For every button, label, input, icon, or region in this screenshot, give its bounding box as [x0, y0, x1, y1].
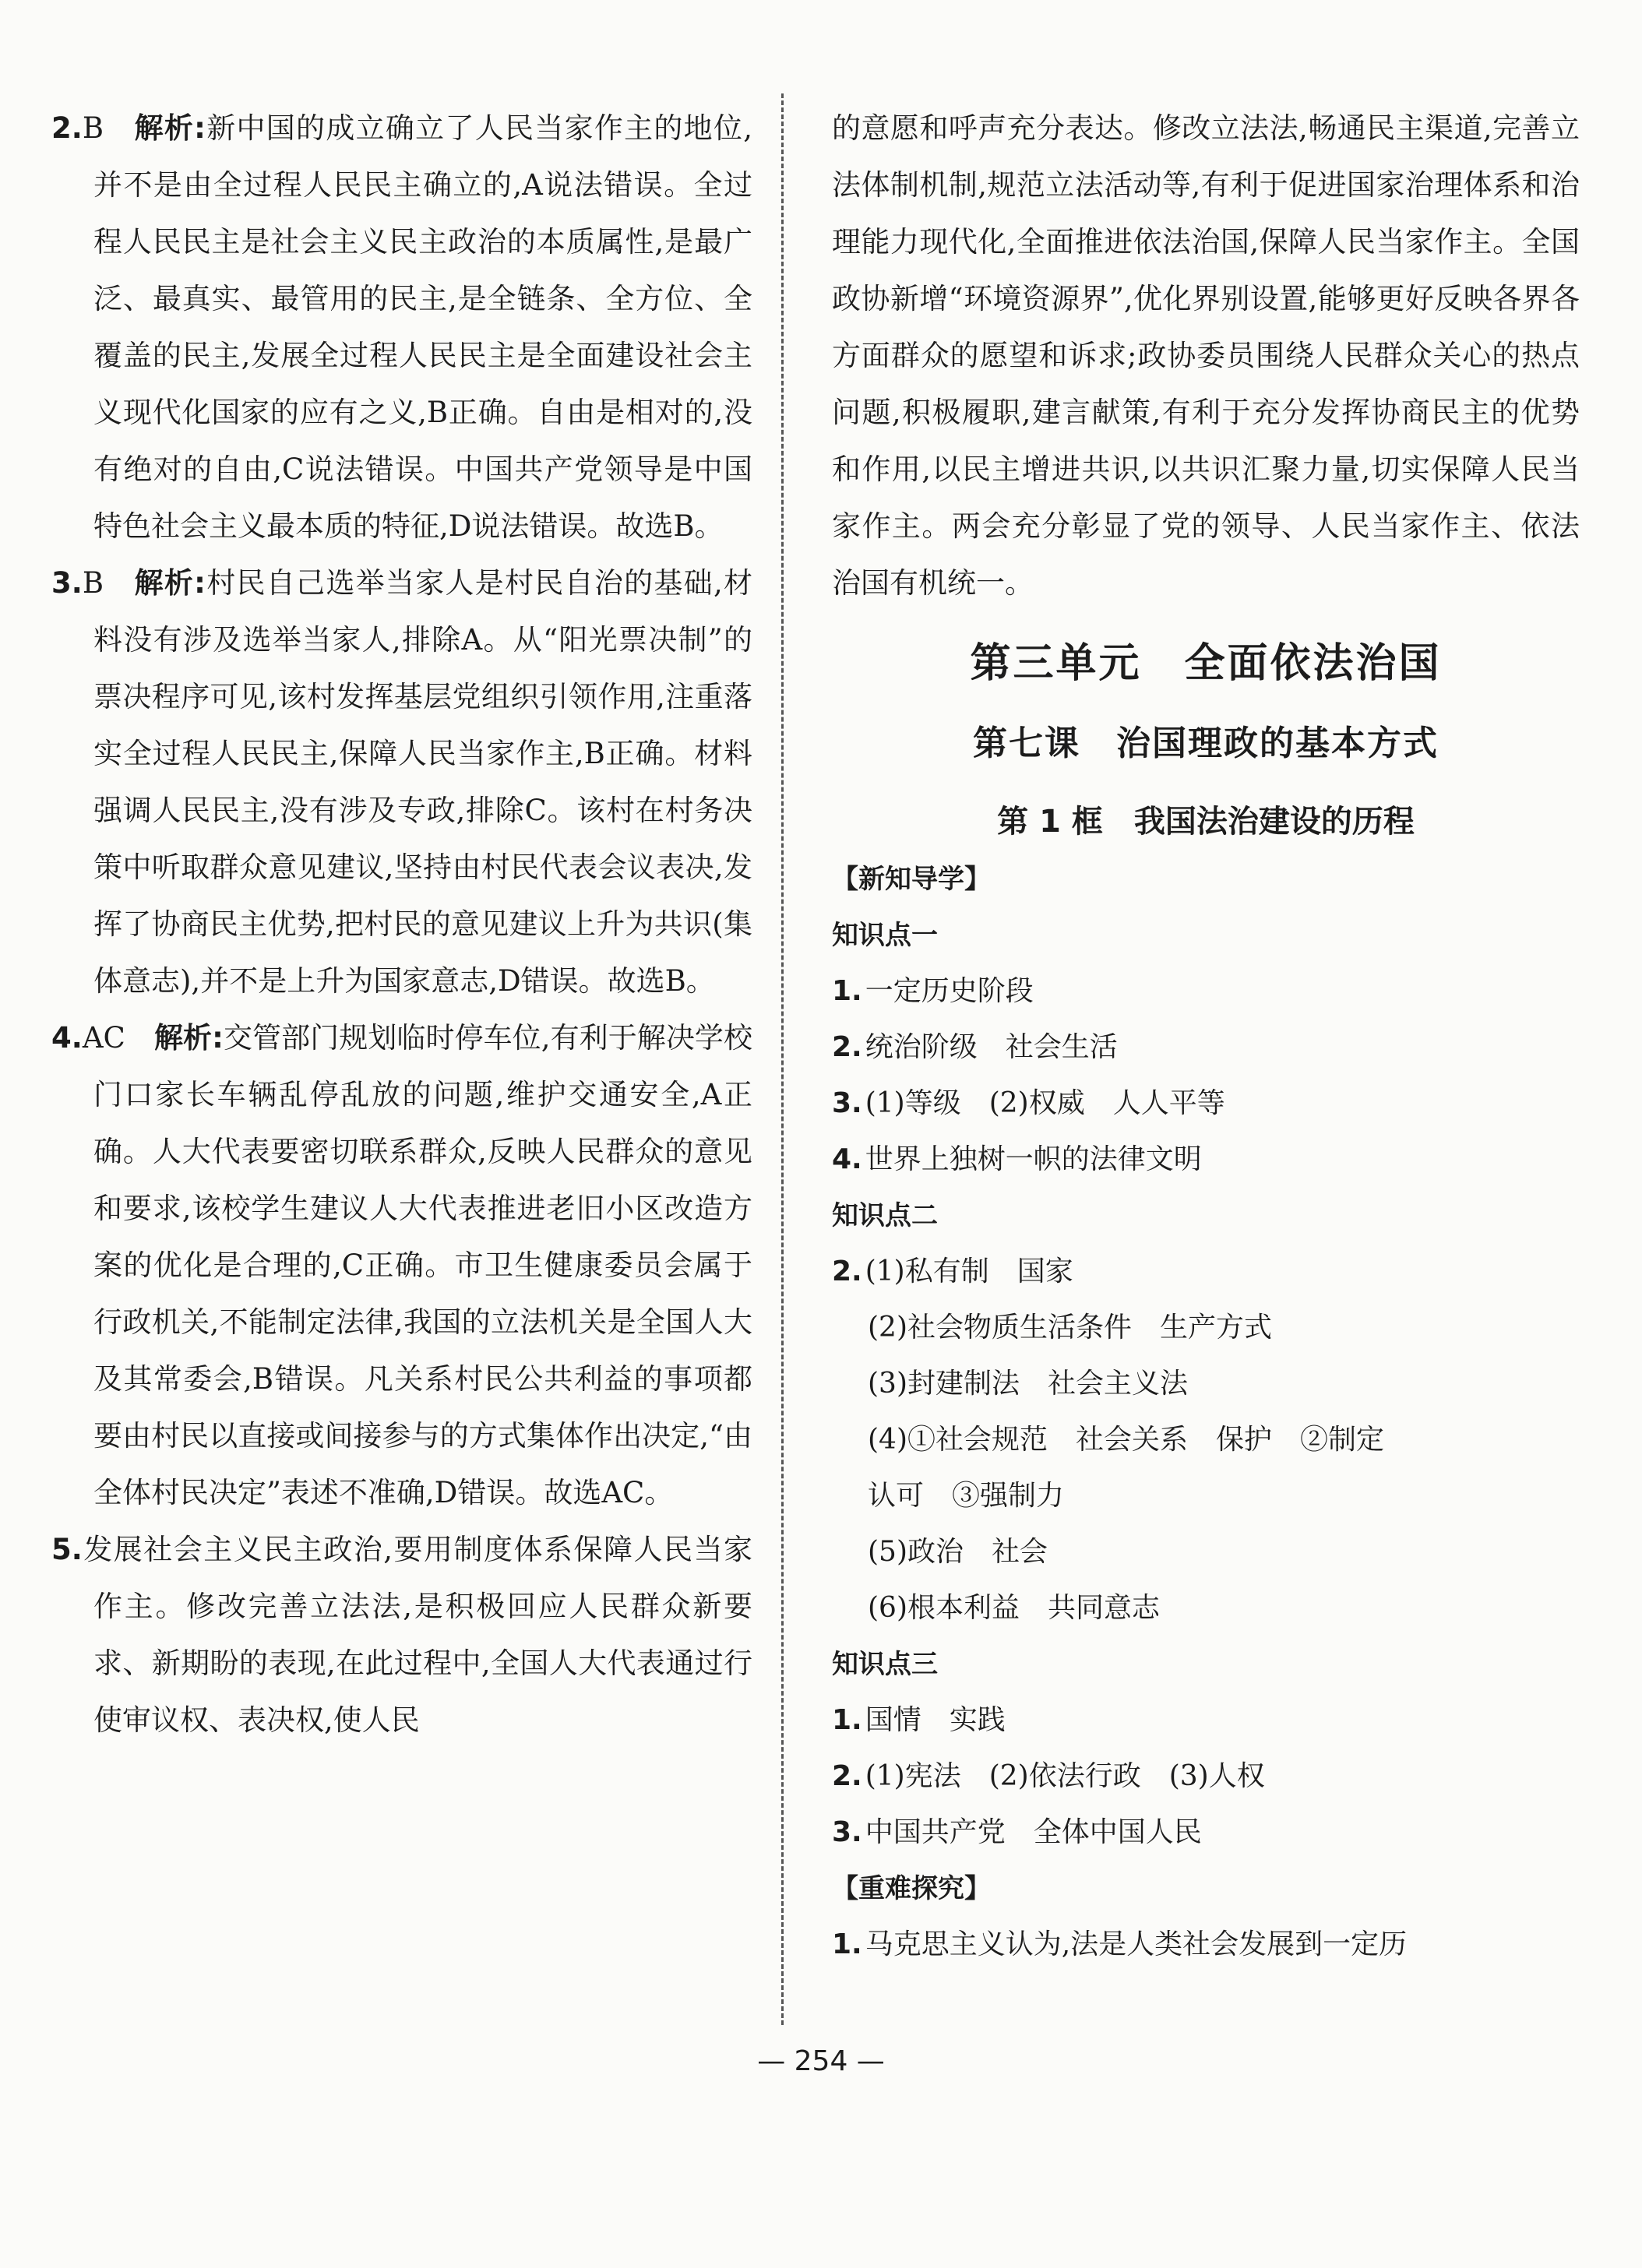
kp1-answer: 1. 一定历史阶段: [832, 975, 1034, 1007]
kp3-answer: 2. (1)宪法 (2)依法行政 (3)人权: [832, 1760, 1265, 1792]
kp1-answer: 2. 统治阶级 社会生活: [832, 1031, 1118, 1063]
unit-title: 第三单元 全面依法治国: [970, 640, 1442, 687]
item-5-continuation: 的意愿和呼声充分表达。修改立法法,畅通民主渠道,完善立法体制机制,规范立法活动等,有利于促进国家治理体系和治理能力现代化,全面推进依法治国,保障人民当家作主。全国政协新增“环境资源界”,优化界别设置,能够更好反映各界各方面群众的愿望和诉求;政协委员围绕人民群众关心的热点问题,积极履职,建言献策,有利于充分发挥协商民主的优势和作用,以民主增进共识,以共识汇聚力量,切实保障人民当家作主。两会充分彰显了党的领导、人民当家作主、依法治国有机统一。: [832, 111, 1580, 600]
answer-item-2: 2.B 解析:新中国的成立确立了人民当家作主的地位,并不是由全过程人民民主确立的,A说法错误。全过程人民民主是社会主义民主政治的本质属性,是最广泛、最真实、最管用的民主,是全链条、全方位、全覆盖的民主,发展全过程人民民主是全面建设社会主义现代化国家的应有之义,B正确。自由是相对的,没有绝对的自由,C说法错误。中国共产党领导是中国特色社会主义最本质的特征,D说法错误。故选B。: [51, 111, 753, 543]
frame-title: 第 1 框 我国法治建设的历程: [997, 804, 1415, 840]
section-key-difficult: 【重难探究】: [832, 1873, 991, 1904]
left-column: [51, 100, 752, 1749]
key-answer: 1. 马克思主义认为,法是人类社会发展到一定历: [832, 1928, 1408, 1960]
answer-item-4: 4.AC 解析:交管部门规划临时停车位,有利于解决学校门口家长车辆乱停乱放的问题,维护交通安全,A正确。人大代表要密切联系群众,反映人民群众的意见和要求,该校学生建议人大代表推进老旧小区改造方案的优化是合理的,C正确。市卫生健康委员会属于行政机关,不能制定法律,我国的立法机关是全国人大及其常委会,B错误。凡关系村民公共利益的事项都要由村民以直接或间接参与的方式集体作出决定,“由全体村民决定”表述不准确,D错误。故选AC。: [51, 1021, 752, 1509]
knowledge-point-3-title: 知识点三: [832, 1649, 938, 1680]
page-number: — 254 —: [757, 2045, 885, 2077]
kp1-answer: 4. 世界上独树一帜的法律文明: [832, 1143, 1202, 1175]
kp2-answer: 2. (1)私有制 国家: [832, 1256, 1073, 1287]
kp3-answer: 1. 国情 实践: [832, 1704, 1006, 1736]
answer-item-3: 3.B 解析:村民自己选举当家人是村民自治的基础,材料没有涉及选举当家人,排除A。从“阳光票决制”的票决程序可见,该村发挥基层党组织引领作用,注重落实全过程人民民主,保障人民当家作主,B正确。材料强调人民民主,没有涉及专政,排除C。该村在村务决策中听取群众意见建议,坚持由村民代表会议表决,发挥了协商民主优势,把村民的意见建议上升为共识(集体意志),并不是上升为国家意志,D错误。故选B。: [51, 566, 753, 998]
kp3-answer: 3. 中国共产党 全体中国人民: [832, 1816, 1202, 1848]
kp2-answer: (6)根本利益 共同意志: [868, 1592, 1160, 1624]
kp2-answer: 认可 ③强制力: [868, 1480, 1065, 1512]
answer-item-5: 5.发展社会主义民主政治,要用制度体系保障人民当家作主。修改完善立法法,是积极回应人民群众新要求、新期盼的表现,在此过程中,全国人大代表通过行使审议权、表决权,使人民: [51, 1533, 752, 1737]
kp2-answer: (4)①社会规范 社会关系 保护 ②制定: [868, 1424, 1384, 1456]
knowledge-point-1-title: 知识点一: [832, 920, 938, 951]
kp2-answer: (2)社会物质生活条件 生产方式: [868, 1312, 1272, 1344]
right-column: [832, 100, 1580, 1973]
lesson-title: 第七课 治国理政的基本方式: [973, 724, 1439, 763]
kp2-answer: (5)政治 社会: [868, 1536, 1048, 1568]
kp2-answer: (3)封建制法 社会主义法: [868, 1368, 1188, 1400]
section-new-knowledge: 【新知导学】: [832, 864, 991, 895]
kp1-answer: 3. (1)等级 (2)权威 人人平等: [832, 1087, 1225, 1119]
knowledge-point-2-title: 知识点二: [832, 1200, 938, 1231]
column-divider: [781, 93, 784, 2025]
